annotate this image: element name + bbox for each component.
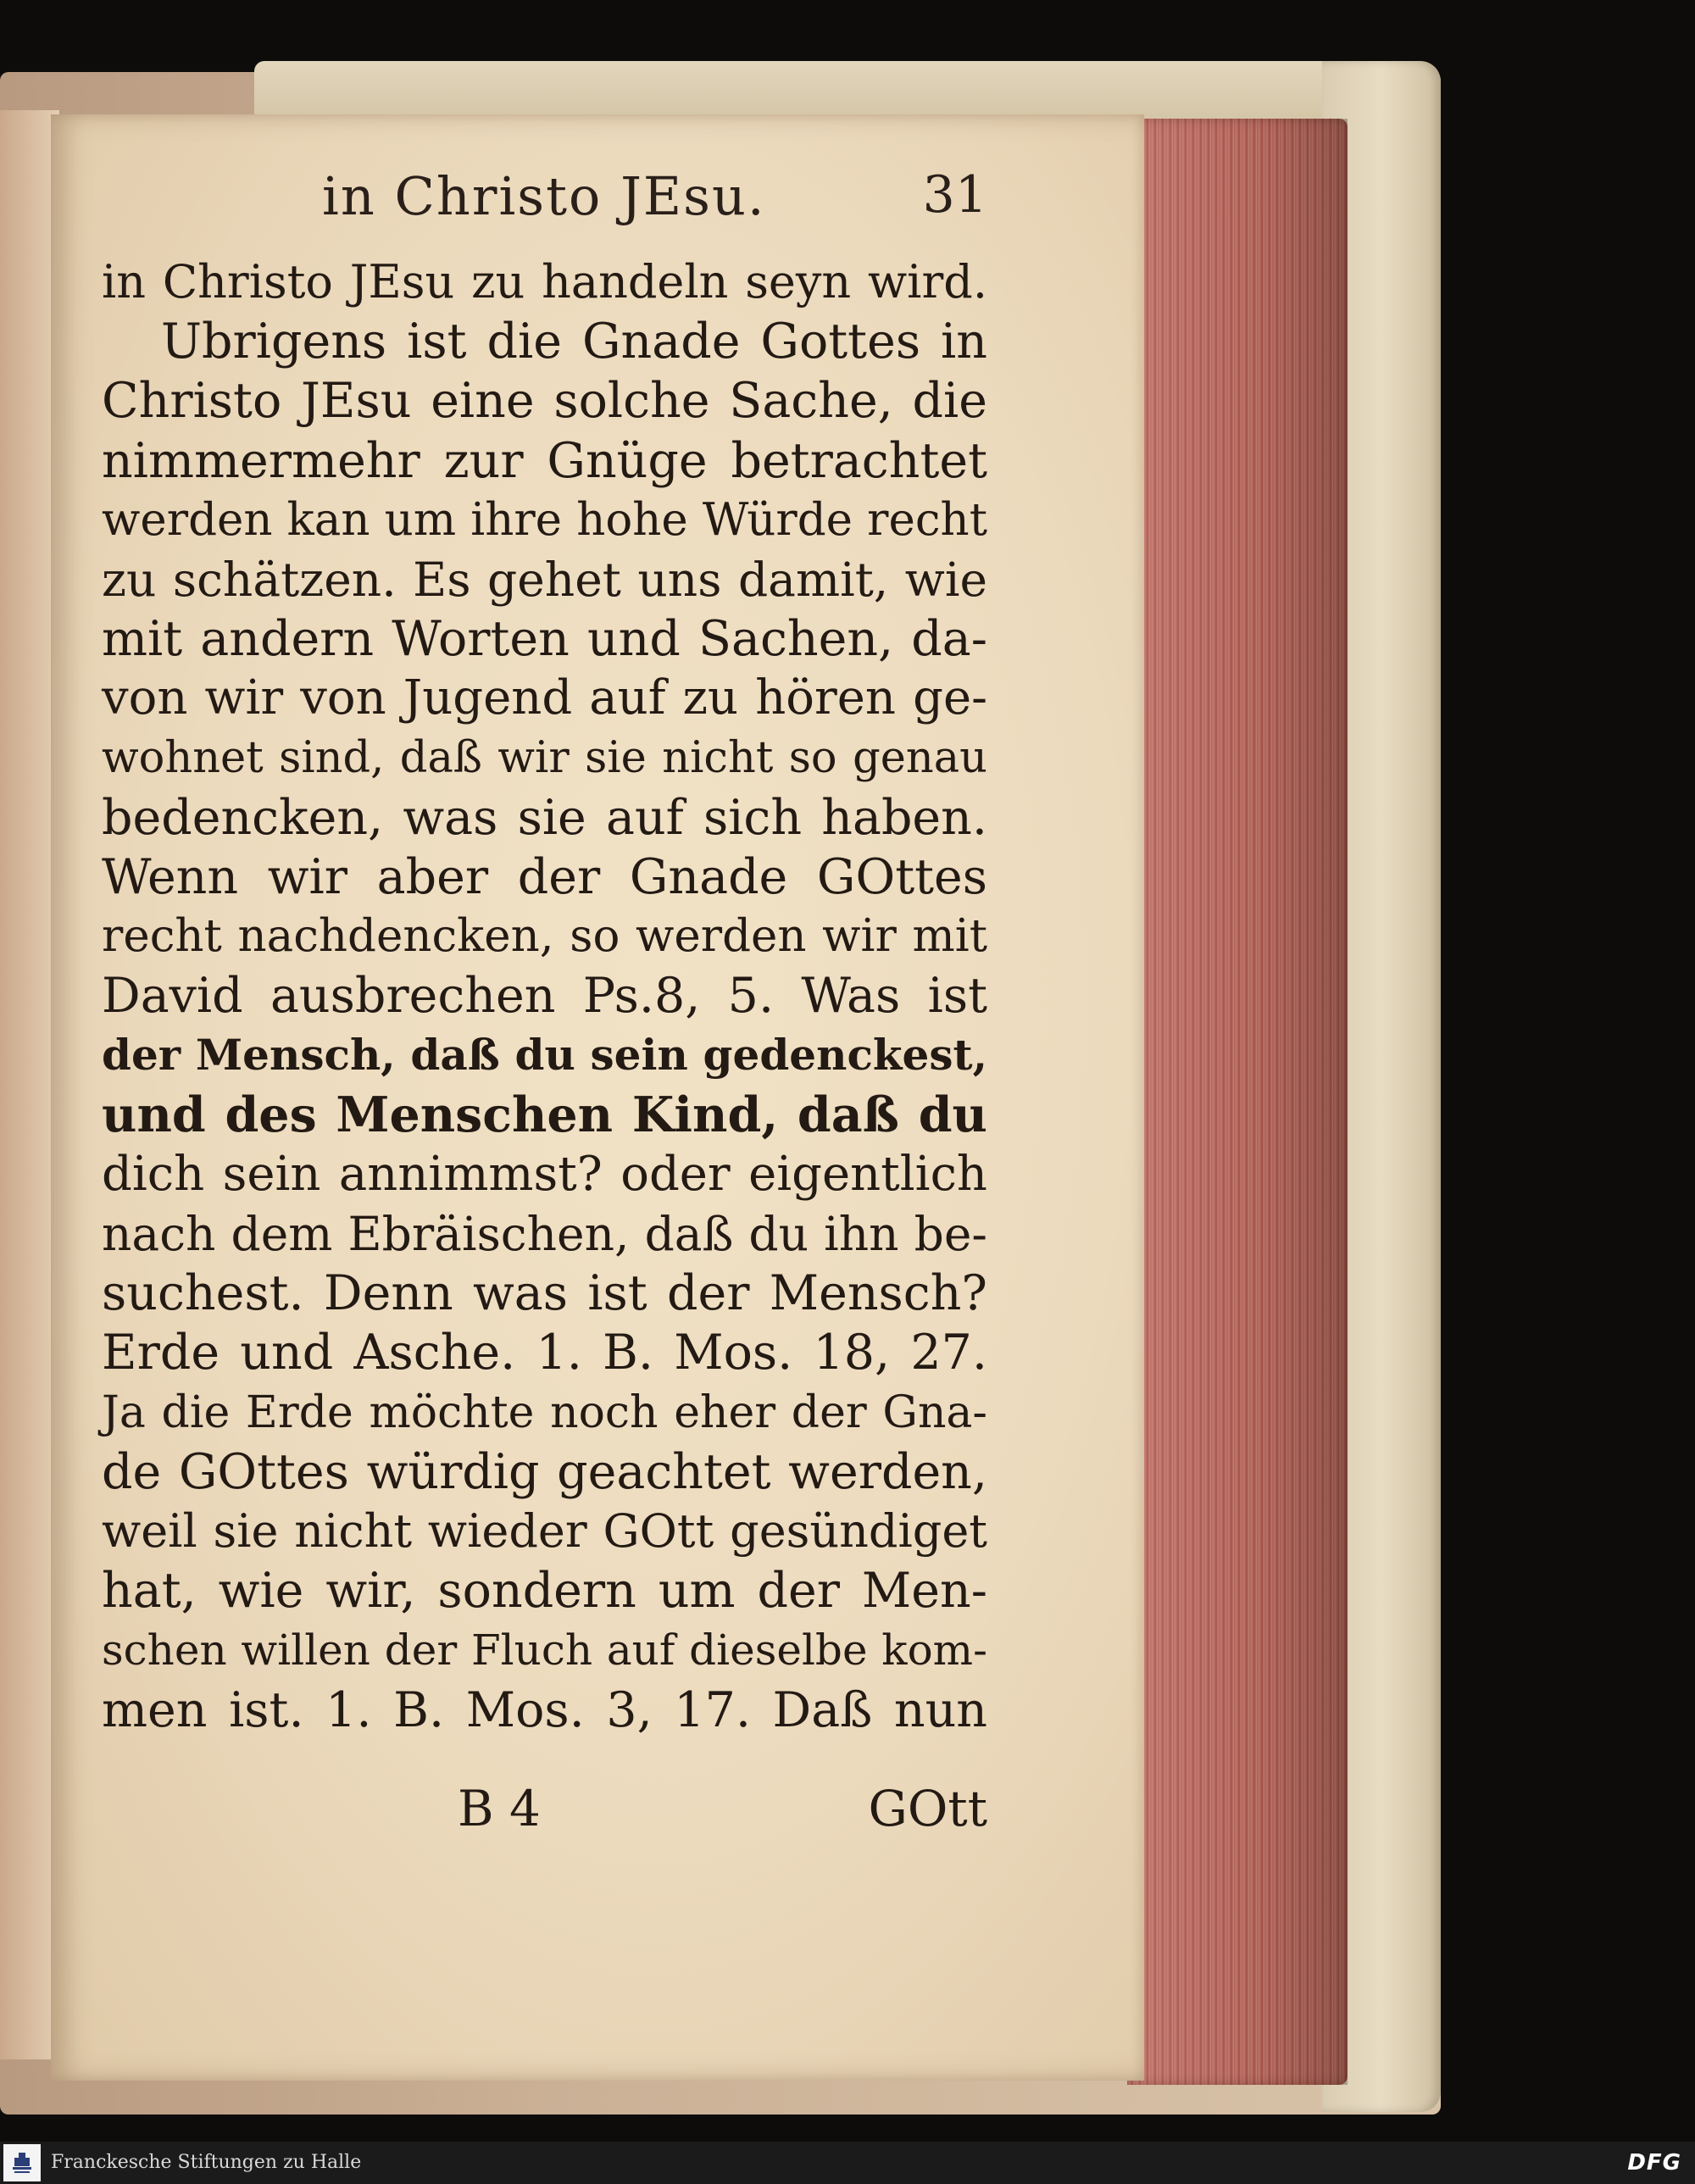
text-line: und des Menschen Kind, daß du xyxy=(102,1086,987,1143)
text-line: bedencken, was sie auf sich haben. xyxy=(102,789,987,846)
text-line: David ausbrechen Ps.8, 5. Was ist xyxy=(102,968,987,1025)
text-line: weil sie nicht wieder GOtt gesündiget xyxy=(102,1503,987,1558)
text-line: dich sein annimmst? oder eigentlich xyxy=(102,1146,987,1202)
text-line: men ist. 1. B. Mos. 3, 17. Daß nun xyxy=(102,1681,987,1738)
text-line: schen willen der Fluch auf dieselbe kom- xyxy=(102,1625,987,1676)
text-line: der Mensch, daß du sein gedenckest, xyxy=(102,1030,987,1081)
text-line: nach dem Ebräischen, daß du ihn be- xyxy=(102,1207,987,1261)
text-line: Erde und Asche. 1. B. Mos. 18, 27. xyxy=(102,1325,987,1381)
page-number: 31 xyxy=(922,165,987,225)
text-line: werden kan um ihre hohe Würde recht xyxy=(102,493,987,546)
text-line: nimmermehr zur Gnüge betrachtet xyxy=(102,432,987,489)
text-line: Ubrigens ist die Gnade Gottes in xyxy=(161,314,987,370)
text-line: von wir von Jugend auf zu hören ge- xyxy=(102,670,987,726)
page-text-block xyxy=(102,253,987,1740)
text-line: in Christo JEsu zu handeln seyn wird. xyxy=(102,255,987,308)
signature-mark: B 4 xyxy=(458,1780,541,1837)
page-edges-shading xyxy=(1127,119,1348,2085)
text-line: recht nachdencken, so werden wir mit xyxy=(102,910,987,963)
text-line: de GOttes würdig geachtet werden, xyxy=(102,1443,987,1500)
text-line: mit andern Worten und Sachen, da- xyxy=(102,611,987,668)
text-line: Wenn wir aber der Gnade GOttes xyxy=(102,848,987,905)
text-line: Christo JEsu eine solche Sache, die xyxy=(102,373,987,430)
running-title: in Christo JEsu. xyxy=(322,165,766,227)
viewer-footer-bar xyxy=(0,2142,1695,2184)
book-cover-top-edge xyxy=(254,61,1432,120)
running-head xyxy=(102,165,987,242)
text-line: hat, wie wir, sondern um der Men- xyxy=(102,1563,987,1620)
francke-foundation-logo-icon[interactable] xyxy=(3,2144,41,2181)
dfg-logo[interactable]: DFG xyxy=(1627,2150,1681,2176)
francke-logo-glyph-icon xyxy=(9,2150,35,2176)
text-line: Ja die Erde möchte noch eher der Gna- xyxy=(102,1387,987,1438)
footer-institution-name[interactable]: Franckesche Stiftungen zu Halle xyxy=(51,2152,362,2173)
page-footer-catchline xyxy=(102,1780,987,1843)
text-line: zu schätzen. Es gehet uns damit, wie xyxy=(102,552,987,607)
text-line: suchest. Denn was ist der Mensch? xyxy=(102,1265,987,1322)
text-line: wohnet sind, daß wir sie nicht so genau xyxy=(102,732,987,783)
catchword: GOtt xyxy=(868,1780,987,1837)
